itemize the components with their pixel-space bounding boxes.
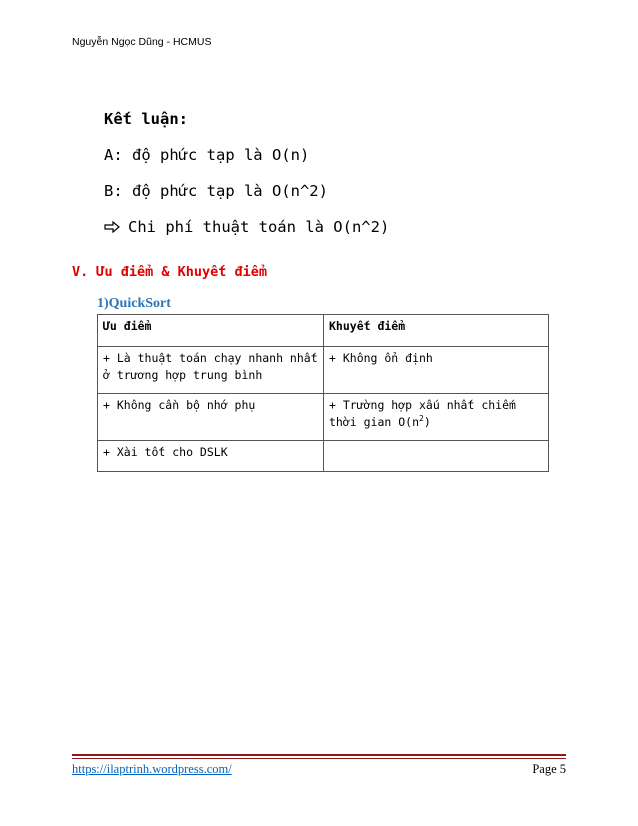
- cell-text-tail: ): [423, 415, 431, 429]
- header-pros: Ưu điểm: [98, 315, 324, 347]
- table-cell: + Xài tốt cho DSLK: [98, 441, 324, 472]
- cell-superscript: 2: [419, 414, 424, 424]
- table-cell: + Là thuật toán chạy nhanh nhất ở trương hợp trung bình: [98, 347, 324, 394]
- conclusion-line-c: [104, 218, 389, 236]
- conclusion-title: Kết luận:: [104, 110, 188, 128]
- comparison-table: [97, 314, 549, 472]
- conclusion-line-c-text: Chi phí thuật toán là O(n^2): [128, 218, 390, 236]
- page-header: Nguyễn Ngọc Dũng - HCMUS: [72, 36, 212, 48]
- cell-text: + Trường hợp xấu nhất chiếm thời gian O(n: [329, 398, 516, 429]
- table-cell: + Không ổn định: [324, 347, 549, 394]
- subsection-title: 1)QuickSort: [97, 296, 171, 311]
- footer-rule: [72, 754, 566, 756]
- header-cons: Khuyết điểm: [324, 315, 549, 347]
- page-number: Page 5: [532, 762, 566, 776]
- table-row: [98, 347, 549, 394]
- conclusion-line-b: B: độ phức tạp là O(n^2): [104, 182, 328, 200]
- conclusion-line-a: A: độ phức tạp là O(n): [104, 146, 310, 164]
- table-row: [98, 394, 549, 441]
- table-header-row: [98, 315, 549, 347]
- table-cell: [324, 441, 549, 472]
- footer-link[interactable]: https://ilaptrinh.wordpress.com/: [72, 762, 232, 776]
- table-row: [98, 441, 549, 472]
- right-arrow-icon: [104, 221, 120, 233]
- footer-rule-thin: [72, 758, 566, 759]
- table-cell: + Không cần bộ nhớ phụ: [98, 394, 324, 441]
- table-cell: [324, 394, 549, 441]
- section-title: V. Ưu điểm & Khuyết điểm: [72, 264, 268, 280]
